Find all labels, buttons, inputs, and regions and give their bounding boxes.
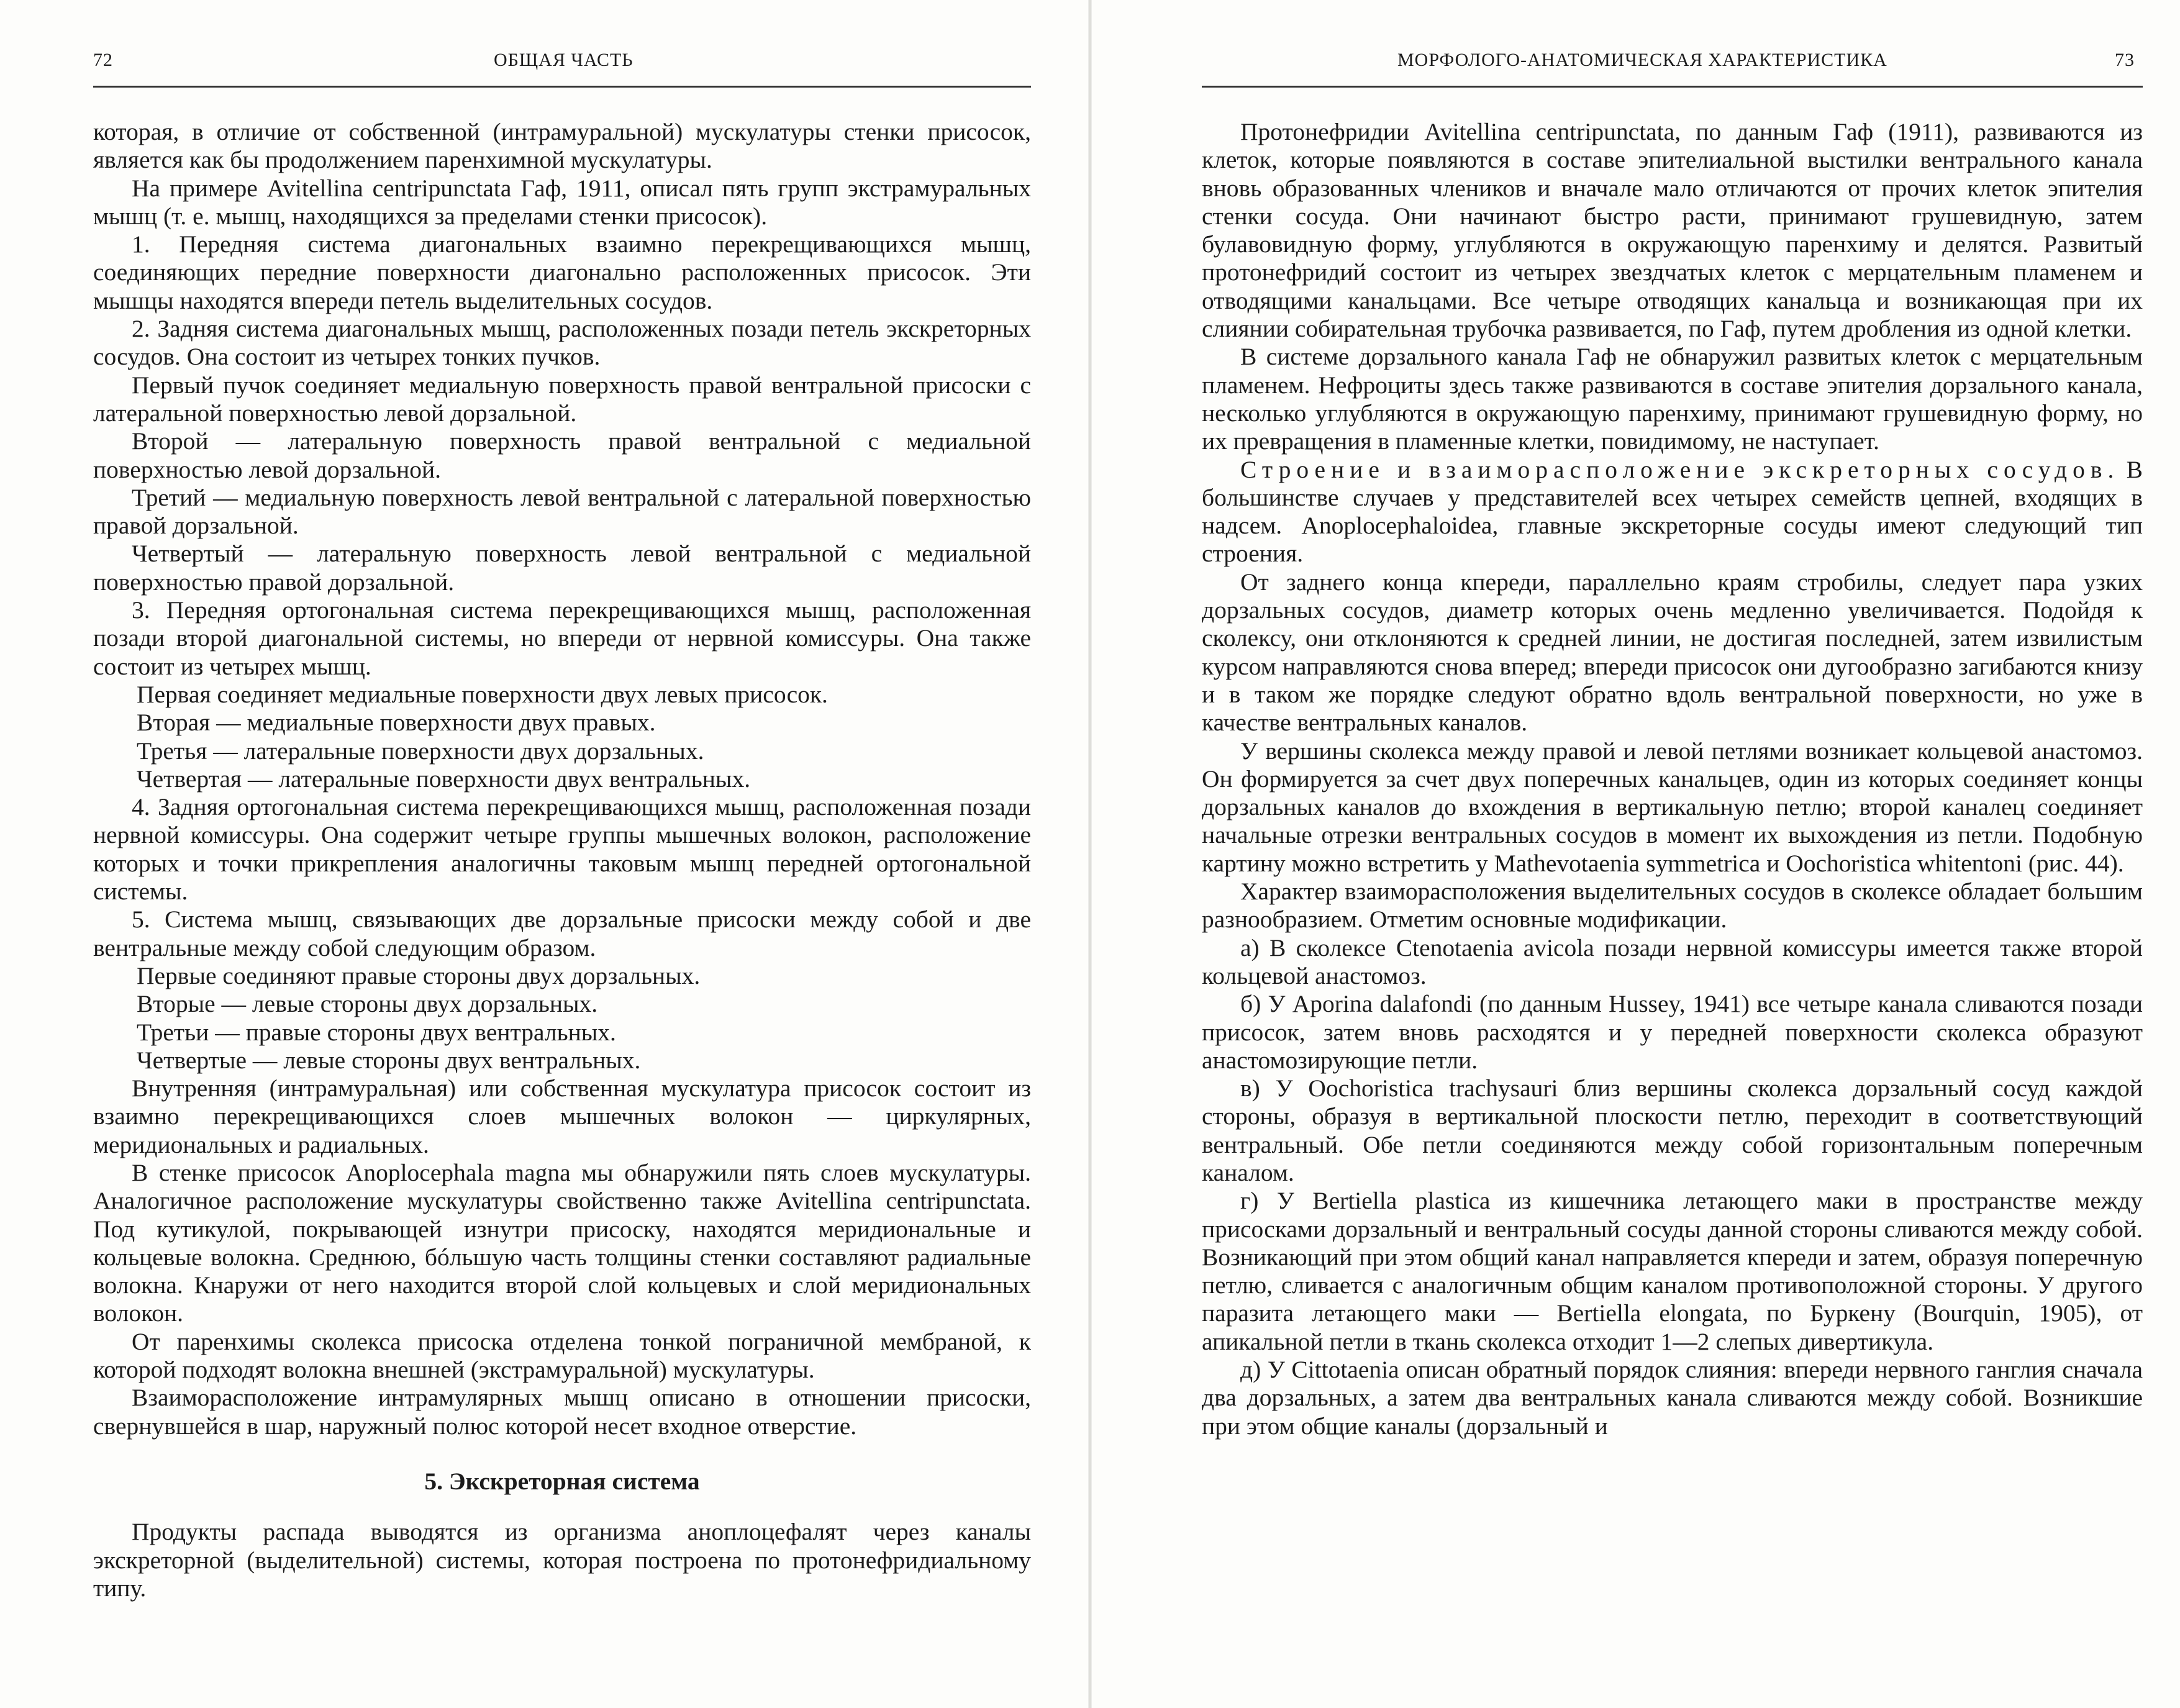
spaced-subheading: Строение и взаиморасположение экскреторных сосудов.: [1240, 455, 2120, 483]
paragraph: Второй — латеральную поверхность правой вентральной с медиальной поверхностью левой дорзальной.: [93, 427, 1031, 483]
paragraph: От заднего конца кпереди, параллельно краям стробилы, следует пара узких дорзальных сосудов, диаметр которых очень медленно увеличивается. Подойдя к сколексу, они отклоняются к средней линии, не достигая последней, затем извилистым курсом направляются снова вперед; впереди присосок они дугообразно загибаются книзу и в таком же порядке следуют обратно вдоль вентральной поверхности, но уже в качестве вентральных каналов.: [1202, 568, 2143, 737]
paragraph: У вершины сколекса между правой и левой петлями возникает кольцевой анастомоз. Он формируется за счет двух поперечных канальцев, один из которых соединяет концы дорзальных каналов до вхождения в вертикальную петлю; второй каналец соединяет начальные отрезки вентральных сосудов в момент их выхождения из петли. Подобную картину можно встретить у Mathevotaenia symmetrica и Oochoristica whitentoni (рис. 44).: [1202, 737, 2143, 877]
list-item: Третьи — правые стороны двух вентральных.: [137, 1018, 616, 1046]
paragraph: От паренхимы сколекса присоска отделена тонкой пограничной мембраной, к которой подходят волокна внешней (экстрамуральной) мускулатуры.: [93, 1327, 1031, 1384]
list-item: Вторая — медиальные поверхности двух правых.: [137, 709, 656, 737]
list-item: Первые соединяют правые стороны двух дорзальных.: [137, 961, 701, 989]
paragraph-text: В большинстве случаев у представителей всех четырех семейств цепней, входящих в надсем. Anoplocephaloidea, главные экскреторные сосуды имеют следующий тип строения.: [1202, 455, 2143, 568]
page-number: 73: [2115, 50, 2135, 70]
paragraph: 1. Передняя система диагональных взаимно перекрещивающихся мышц, соединяющих передние поверхности диагонально расположенных присосок. Эти мышцы находятся впереди петель выделительных сосудов.: [93, 230, 1031, 314]
list-item: Вторые — левые стороны двух дорзальных.: [137, 990, 598, 1018]
left-body-text: [93, 118, 1031, 1602]
paragraph: Характер взаиморасположения выделительных сосудов в сколексе обладает большим разнообразием. Отметим основные модификации.: [1202, 878, 2143, 933]
paragraph: На примере Avitellina centripunctata Гаф, 1911, описал пять групп экстрамуральных мышц (т. е. мышц, находящихся за пределами стенки присосок).: [93, 174, 1031, 230]
paragraph: [1202, 456, 2143, 568]
paragraph: Взаиморасположение интрамулярных мышц описано в отношении присоски, свернувшейся в шар, наружный полюс которой несет входное отверстие.: [93, 1384, 1031, 1440]
paragraph: которая, в отличие от собственной (интрамуральной) мускулатуры стенки присосок, является как бы продолжением паренхимной мускулатуры.: [93, 118, 1031, 174]
paragraph: г) У Bertiella plastica из кишечника летающего маки в пространстве между присосками дорзальный и вентральный сосуды данной стороны сливаются между собой. Возникающий при этом общий канал направляется кпереди и затем, образуя поперечную петлю, сливается с аналогичным общим каналом противоположной стороны. У другого паразита летающего маки — Bertiella elongata, по Буркену (Bourquin, 1905), от апикальной петли в ткань сколекса отходит 1—2 слепых дивертикула.: [1202, 1187, 2143, 1355]
page-number: 72: [93, 50, 113, 70]
right-page: [1090, 0, 2180, 1708]
paragraph: Четвертый — латеральную поверхность левой вентральной с медиальной поверхностью правой дорзальной.: [93, 540, 1031, 596]
section-title: 5. Экскреторная система: [424, 1467, 700, 1495]
paragraph: в) У Oochoristica trachysauri близ вершины сколекса дорзальный сосуд каждой стороны, образуя в вертикальной плоскости петлю, переходит в соответствующий вентральный. Обе петли соединяются между собой горизонтальным поперечным каналом.: [1202, 1074, 2143, 1186]
list-item: Четвертая — латеральные поверхности двух вентральных.: [137, 765, 751, 793]
paragraph: В стенке присосок Anoplocephala magna мы обнаружили пять слоев мускулатуры. Аналогичное расположение мускулатуры свойственно также Avitellina centripunctata. Под кутикулой, покрывающей изнутри присоску, находятся меридиональные и кольцевые волокна. Среднюю, бóльшую часть толщины стенки составляют радиальные волокна. Кнаружи от него находится второй слой кольцевых и слой меридиональных волокон.: [93, 1158, 1031, 1327]
paragraph: 5. Система мышц, связывающих две дорзальные присоски между собой и две вентральные между собой следующим образом.: [93, 906, 1031, 961]
paragraph: д) У Cittotaenia описан обратный порядок слияния: впереди нервного ганглия сначала два дорзальных, а затем два вентральных канала сливаются между собой. Возникшие при этом общие каналы (дорзальный и: [1202, 1356, 2143, 1440]
list-item: Третья — латеральные поверхности двух дорзальных.: [137, 737, 704, 765]
paragraph: Первый пучок соединяет медиальную поверхность правой вентральной присоски с латеральной поверхностью левой дорзальной.: [93, 371, 1031, 427]
paragraph: Продукты распада выводятся из организма аноплоцефалят через каналы экскреторной (выделительной) системы, которая построена по протонефридиальному типу.: [93, 1518, 1031, 1602]
running-head: ОБЩАЯ ЧАСТЬ: [494, 50, 634, 70]
paragraph: Третий — медиальную поверхность левой вентральной с латеральной поверхностью правой дорзальной.: [93, 483, 1031, 540]
paragraph: 3. Передняя ортогональная система перекрещивающихся мышц, расположенная позади второй диагональной системы, но впереди от нервной комиссуры. Она также состоит из четырех мышц.: [93, 596, 1031, 680]
paragraph: Протонефридии Avitellina centripunctata, по данным Гаф (1911), развиваются из клеток, которые появляются в составе эпителиальной выстилки вентрального канала вновь образованных члеников и вначале мало отличаются от прочих клеток эпителия стенки сосуда. Они начинают быстро расти, принимают грушевидную, затем булавовидную форму, углубляются в окружающую паренхиму и делятся. Развитый протонефридий состоит из четырех звездчатых клеток с мерцательным пламенем и отводящими канальцами. Все четыре отводящих канальца и возникающая при их слиянии собирательная трубочка развивается, по Гаф, путем дробления из одной клетки.: [1202, 118, 2143, 343]
paragraph: 4. Задняя ортогональная система перекрещивающихся мышц, расположенная позади нервной комиссуры. Она содержит четыре группы мышечных волокон, расположение которых и точки прикрепления аналогичны таковым мышц передней ортогональной системы.: [93, 793, 1031, 906]
header-rule: [1202, 86, 2143, 88]
header-rule: [93, 86, 1031, 88]
paragraph: б) У Aporina dalafondi (по данным Hussey, 1941) все четыре канала сливаются позади присосок, затем вновь расходятся и у передней поверхности сколекса образуют анастомозирующие петли.: [1202, 990, 2143, 1074]
right-body-text: [1202, 118, 2143, 1440]
paragraph: а) В сколексе Ctenotaenia avicola позади нервной комиссуры имеется также второй кольцевой анастомоз.: [1202, 933, 2143, 989]
running-head: МОРФОЛОГО-АНАТОМИЧЕСКАЯ ХАРАКТЕРИСТИКА: [1397, 50, 1887, 70]
list-item: Первая соединяет медиальные поверхности двух левых присосок.: [137, 680, 828, 708]
paragraph: Внутренняя (интрамуральная) или собственная мускулатура присосок состоит из взаимно перекрещивающихся слоев мышечных волокон — циркулярных, меридиональных и радиальных.: [93, 1074, 1031, 1158]
paragraph: В системе дорзального канала Гаф не обнаружил развитых клеток с мерцательным пламенем. Нефроциты здесь также развиваются в составе эпителия дорзального канала, несколько углубляются в окружающую паренхиму, принимают грушевидную форму, но их превращения в пламенные клетки, повидимому, не наступает.: [1202, 343, 2143, 455]
list-item: Четвертые — левые стороны двух вентральных.: [137, 1046, 641, 1074]
paragraph: 2. Задняя система диагональных мышц, расположенных позади петель экскреторных сосудов. Она состоит из четырех тонких пучков.: [93, 315, 1031, 371]
